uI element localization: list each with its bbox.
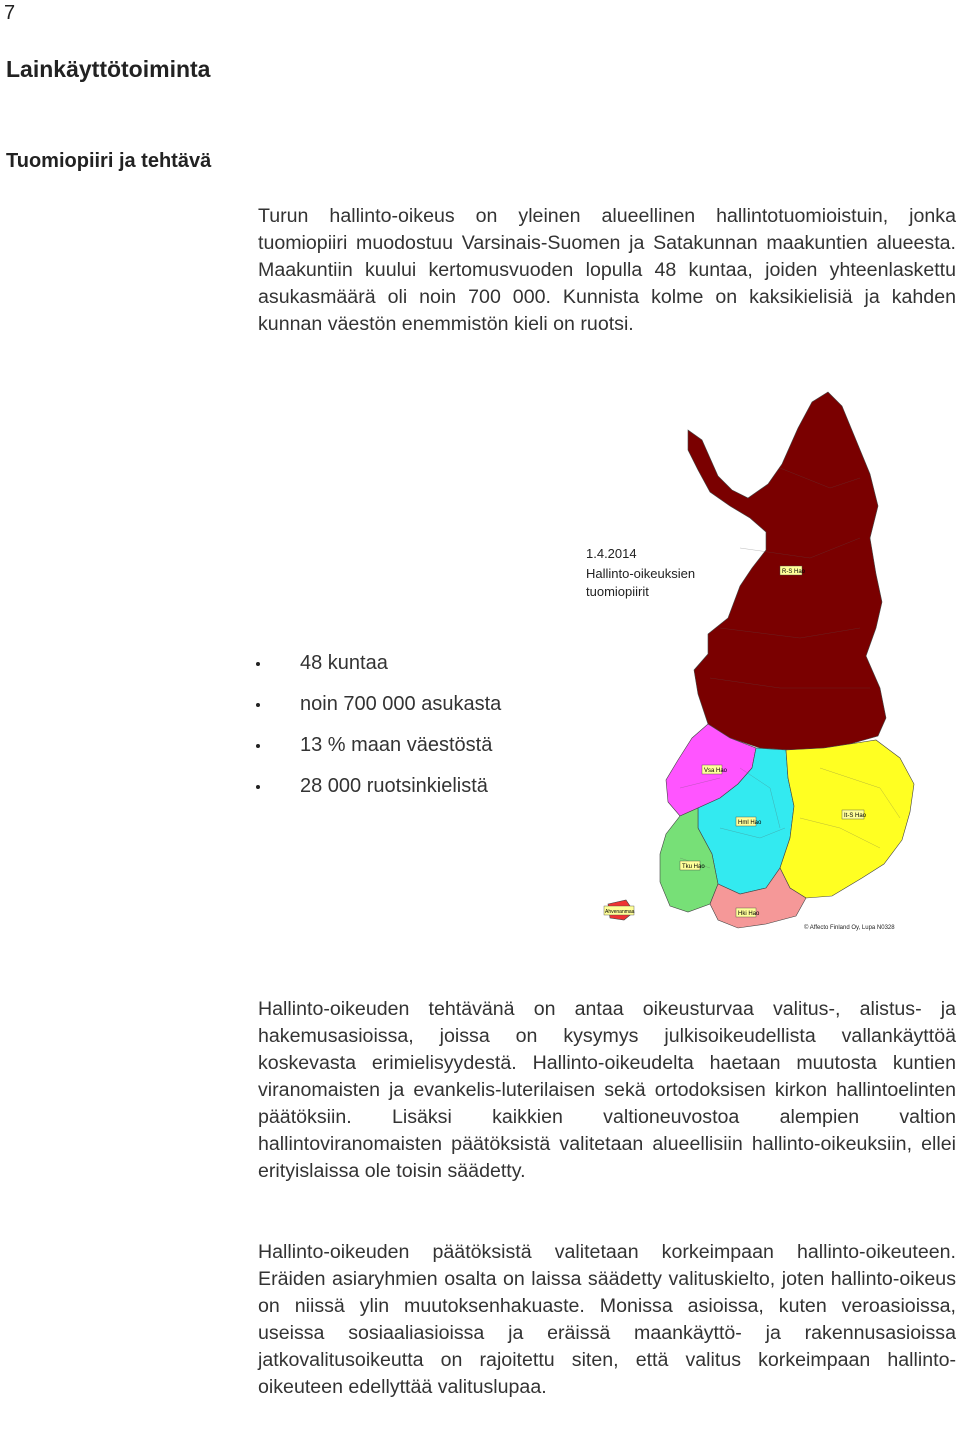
list-item [250, 648, 501, 689]
page-number: 7 [4, 2, 16, 24]
list-item-text: 28 000 ruotsinkielistä [300, 775, 488, 797]
list-item [250, 689, 501, 730]
map-copyright: © Affecto Finland Oy, Lupa N0328 [804, 925, 895, 931]
intro-paragraph: Turun hallinto-oikeus on yleinen alueellinen hallintotuomioistuin, jonka tuomiopiiri muodostuu Varsinais-Suomen ja Satakunnan maakuntien alueesta. Maakuntiin kuului kertomusvuoden lopulla 48 kuntaa, joiden yhteenlaskettu asukasmäärä oli noin 700 000. Kunnista kolme on kaksikielisiä ja kahden kunnan väestön enemmistön kieli on ruotsi. [258, 205, 956, 335]
list-item-text: 48 kuntaa [300, 652, 388, 674]
list-item-text: 13 % maan väestöstä [300, 734, 493, 756]
map-title-line2: tuomiopiirit [586, 584, 649, 599]
region-label: Vsa Hao [704, 768, 728, 774]
region-label: Tku Hao [682, 864, 705, 870]
section-heading: Tuomiopiiri ja tehtävä [6, 150, 212, 172]
region-label: R-S Hao [782, 569, 806, 575]
list-item-text: noin 700 000 asukasta [300, 693, 502, 715]
tasks-paragraph: Hallinto-oikeuden tehtävänä on antaa oikeusturvaa valitus-, alistus- ja hakemusasioissa, joissa on kysymys julkisoikeudellista vallankäyttöä koskevasta erimielisyydestä. Hallinto-oikeudelta haetaan muutosta kuntien viranomaisten ja evankelis-luterilaisen sekä ortodoksisen kirkon hallintoelinten päätöksiin. Lisäksi kaikkien valtioneuvostoa alempien valtion hallintoviranomaisten päätöksistä valitetaan alueellisiin hallinto-oikeuksiin, ellei erityislaissa ole toisin säädetty. [258, 998, 956, 1182]
bullet-icon [256, 744, 260, 748]
court-districts-map [580, 388, 920, 948]
bullet-icon [256, 703, 260, 707]
region-label: Ahvenanmaa [605, 909, 635, 915]
list-item [250, 730, 501, 771]
region-label: Hml Hao [738, 820, 762, 826]
map-title-line1: Hallinto-oikeuksien [586, 566, 696, 581]
region-label: Hki Hao [738, 911, 760, 917]
map-date: 1.4.2014 [586, 546, 637, 561]
key-facts-list [250, 648, 501, 812]
page-title: Lainkäyttötoiminta [6, 56, 211, 82]
bullet-icon [256, 785, 260, 789]
bullet-icon [256, 662, 260, 666]
appeals-paragraph: Hallinto-oikeuden päätöksistä valitetaan korkeimpaan hallinto-oikeuteen. Eräiden asiaryhmien osalta on laissa säädetty valituskielto, joten hallinto-oikeus on niissä ylin muutoksenhakuaste. Monissa asioissa, kuten veroasioissa, useissa sosiaaliasioissa ja eräissä maankäyttö- ja rakennusasioissa jatkovalitusoikeutta on rajoitettu siten, että valitus korkeimpaan hallinto-oikeuteen edellyttää valituslupaa. [258, 1241, 956, 1398]
list-item [250, 771, 501, 812]
region-label: It-S Hao [844, 813, 867, 819]
